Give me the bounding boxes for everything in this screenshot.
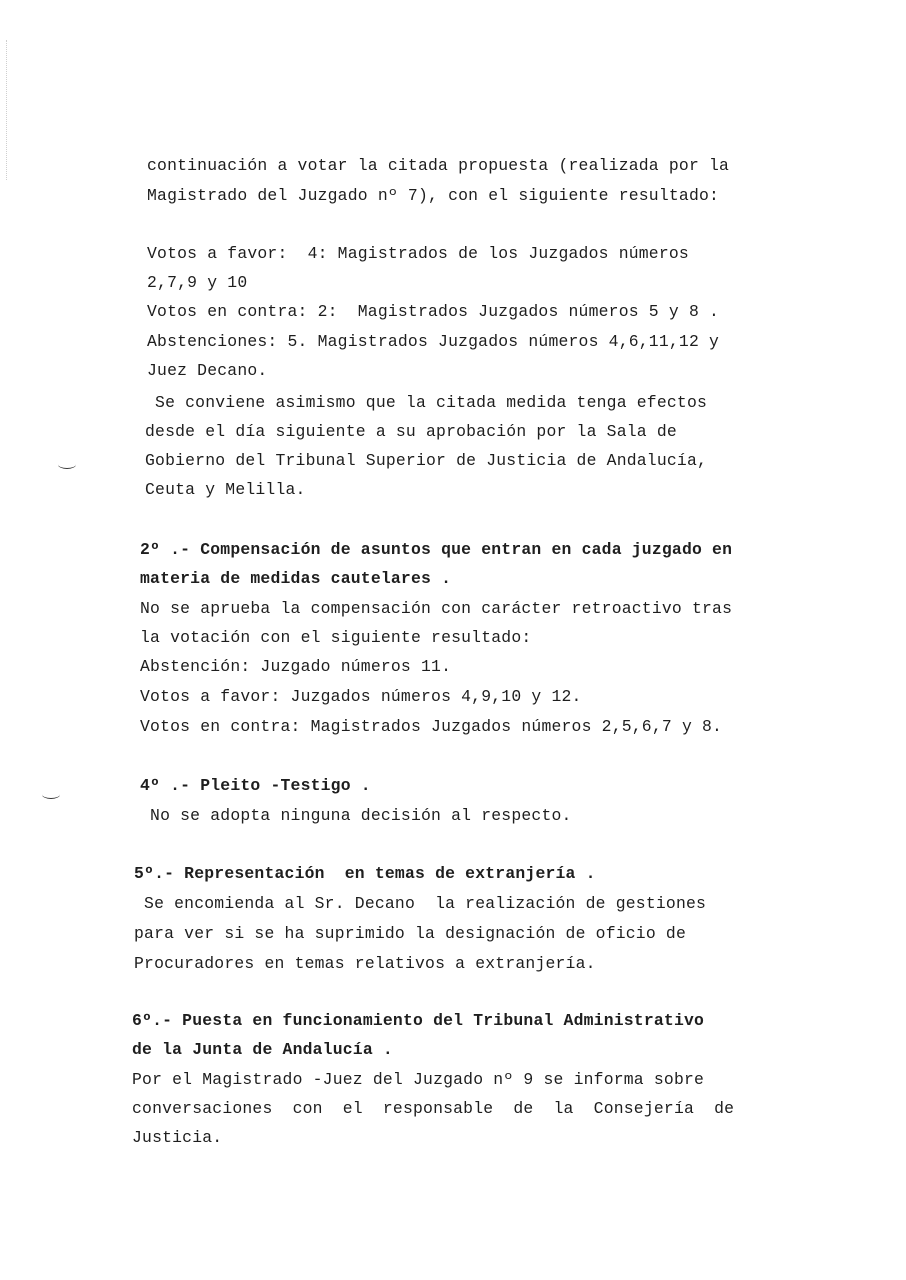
section-heading: 4º .- Pleito -Testigo . (140, 776, 371, 795)
paragraph-line: continuación a votar la citada propuesta (realizada por la (147, 156, 730, 175)
section-heading: materia de medidas cautelares . (140, 569, 452, 588)
votes-line: Votos en contra: 2: Magistrados Juzgados números 5 y 8 . (147, 302, 720, 321)
section-body-line: Justicia. (132, 1128, 223, 1147)
section-body-line: la votación con el siguiente resultado: (140, 628, 532, 647)
section-heading: 2º .- Compensación de asuntos que entran en cada juzgado en (140, 540, 733, 559)
section-body-line: conversaciones con el responsable de la Consejería de (132, 1099, 735, 1118)
paragraph-line: Magistrado del Juzgado nº 7), con el siguiente resultado: (147, 186, 720, 205)
margin-mark (58, 460, 76, 469)
section-body-line: Abstención: Juzgado números 11. (140, 657, 452, 676)
paragraph-line: Gobierno del Tribunal Superior de Justicia de Andalucía, (145, 451, 708, 470)
votes-line: Juez Decano. (147, 361, 268, 380)
section-body-line: para ver si se ha suprimido la designación de oficio de (134, 924, 686, 943)
section-heading: de la Junta de Andalucía . (132, 1040, 393, 1059)
votes-line: Votos a favor: 4: Magistrados de los Juzgados números (147, 244, 689, 263)
section-body-line: Se encomienda al Sr. Decano la realización de gestiones (134, 894, 707, 913)
section-body-line: Votos en contra: Magistrados Juzgados números 2,5,6,7 y 8. (140, 717, 723, 736)
paragraph-line: Se conviene asimismo que la citada medida tenga efectos (145, 393, 708, 412)
section-body-line: Por el Magistrado -Juez del Juzgado nº 9 se informa sobre (132, 1070, 705, 1089)
votes-line: 2,7,9 y 10 (147, 273, 248, 292)
paragraph-line: Ceuta y Melilla. (145, 480, 306, 499)
section-heading: 6º.- Puesta en funcionamiento del Tribunal Administrativo (132, 1011, 705, 1030)
section-body-line: Votos a favor: Juzgados números 4,9,10 y 12. (140, 687, 582, 706)
section-body-line: Procuradores en temas relativos a extranjería. (134, 954, 596, 973)
section-heading: 5º.- Representación en temas de extranjería . (134, 864, 596, 883)
votes-line: Abstenciones: 5. Magistrados Juzgados números 4,6,11,12 y (147, 332, 720, 351)
section-body-line: No se aprueba la compensación con carácter retroactivo tras (140, 599, 733, 618)
margin-mark (42, 790, 60, 799)
section-body-line: No se adopta ninguna decisión al respecto. (140, 806, 572, 825)
scan-artifact (6, 40, 9, 180)
paragraph-line: desde el día siguiente a su aprobación por la Sala de (145, 422, 677, 441)
